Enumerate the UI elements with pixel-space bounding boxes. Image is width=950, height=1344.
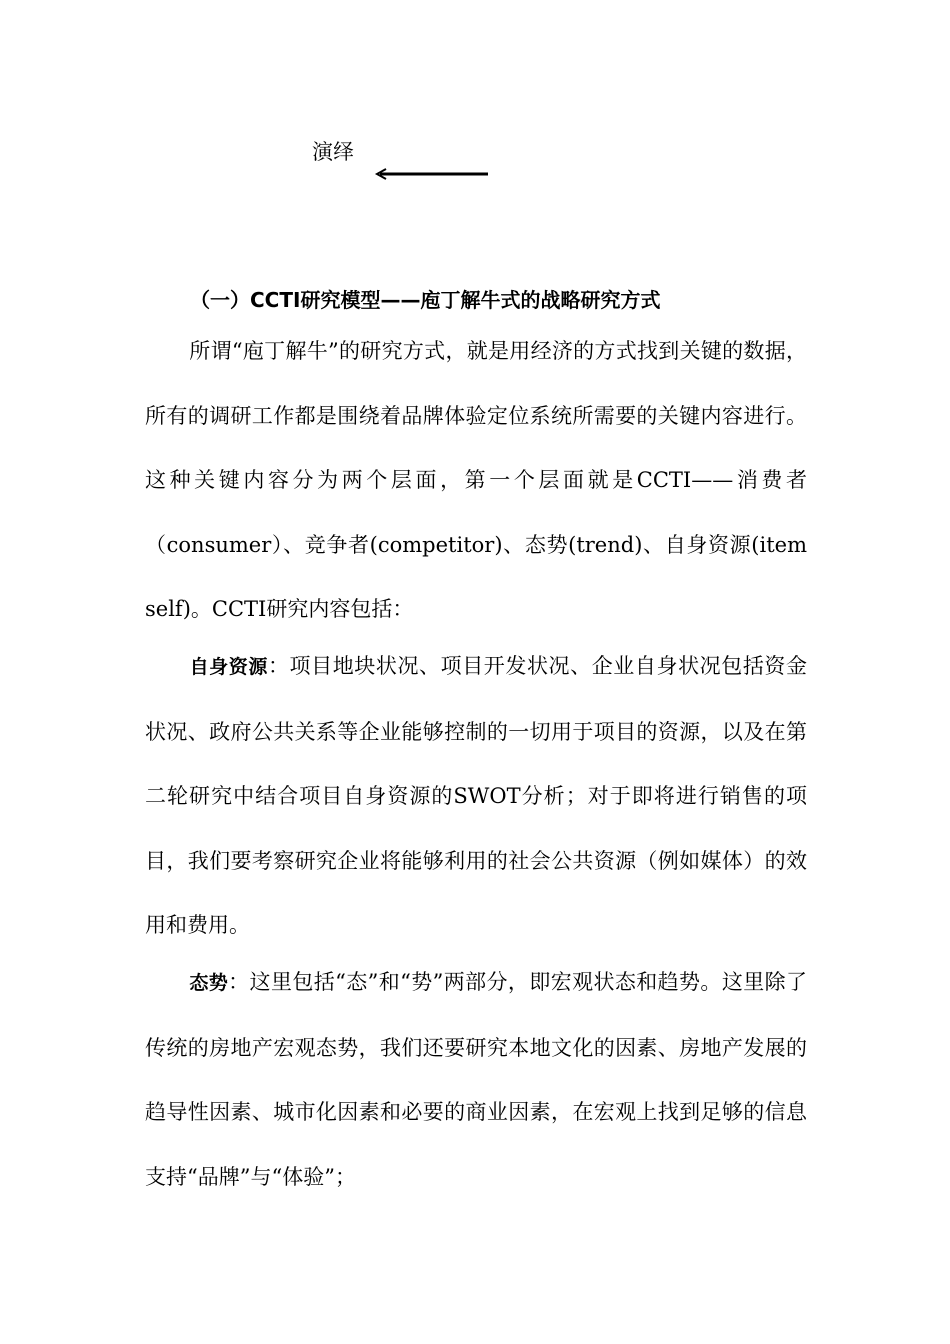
diagram-label: 演绎: [312, 140, 354, 164]
paragraph-lead-term: 自身资源: [189, 656, 268, 678]
left-arrow-icon: [372, 164, 492, 184]
paragraph-trend: [145, 950, 807, 1209]
paragraph-text: ：项目地块状况、项目开发状况、企业自身状况包括资金状况、政府公共关系等企业能够控制的一切用于项目的资源，以及在第二轮研究中结合项目自身资源的SWOT分析；对于即将进行销售的项目，我们要考察研究企业将能够利用的社会公共资源（例如媒体）的效用和费用。: [145, 654, 807, 937]
section-heading: （一）CCTI研究模型——庖丁解牛式的战略研究方式: [190, 288, 661, 312]
paragraph-ccti-intro: [145, 319, 807, 642]
paragraph-self-resources: [145, 634, 807, 958]
paragraph-text: ：这里包括“态”和“势”两部分，即宏观状态和趋势。这里除了传统的房地产宏观态势，我们还要研究本地文化的因素、房地产发展的趋导性因素、城市化因素和必要的商业因素，在宏观上找到足够的信息支持“品牌”与“体验”；: [145, 970, 807, 1189]
paragraph-text: 所谓“庖丁解牛”的研究方式，就是用经济的方式找到关键的数据，所有的调研工作都是围绕着品牌体验定位系统所需要的关键内容进行。这种关键内容分为两个层面，第一个层面就是CCTI——消费者（consumer）、竞争者(competitor)、态势(trend)、自身资源(item self)。CCTI研究内容包括：: [145, 339, 807, 621]
paragraph-lead-term: 态势: [189, 972, 229, 994]
